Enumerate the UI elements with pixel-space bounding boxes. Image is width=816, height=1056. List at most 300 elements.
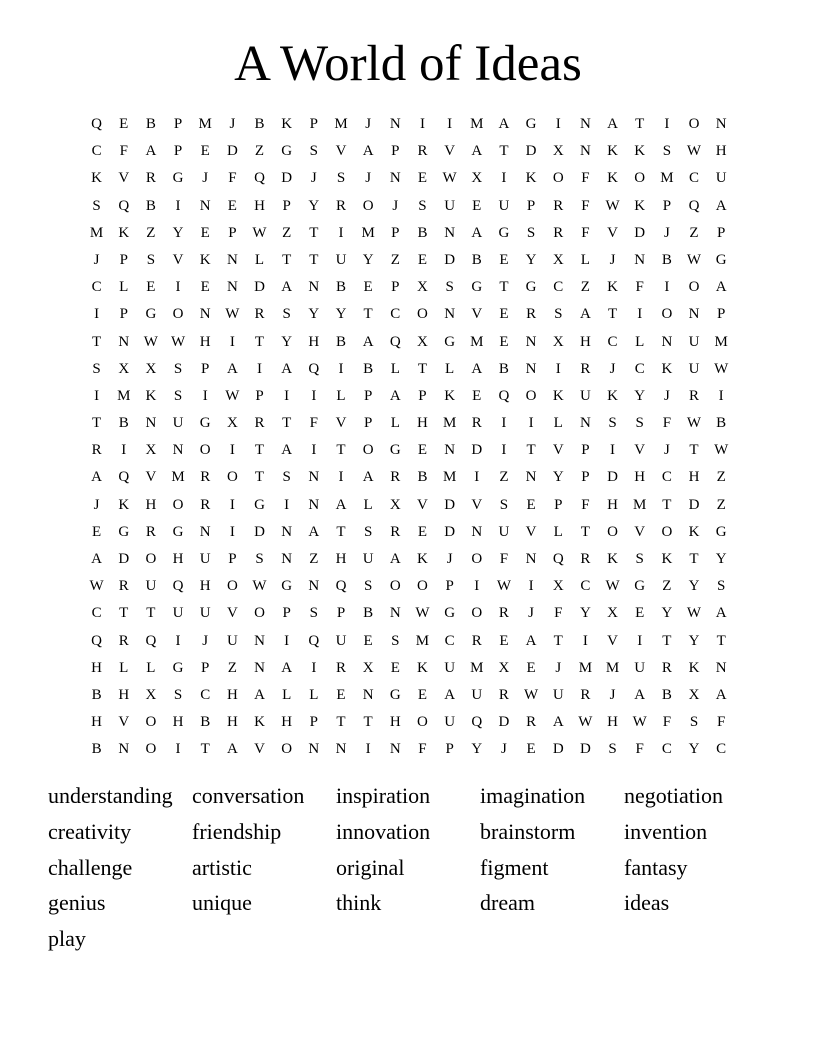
grid-letter: T <box>689 442 699 459</box>
grid-row <box>83 193 735 220</box>
grid-letter: H <box>308 333 320 350</box>
word-list-item: imagination <box>480 783 586 808</box>
grid-letter: Y <box>362 251 374 268</box>
grid-letter: Y <box>525 251 537 268</box>
grid-letter: T <box>417 360 428 377</box>
grid-letter: U <box>335 632 347 649</box>
grid-letter: R <box>498 605 509 622</box>
grid-letter: N <box>634 251 646 268</box>
grid-letter: D <box>552 741 564 758</box>
grid-letter: M <box>442 415 457 432</box>
grid-letter: R <box>390 523 401 540</box>
grid-letter: A <box>715 605 727 622</box>
grid-letter: X <box>552 578 564 595</box>
grid-letter: M <box>470 116 484 132</box>
grid-letter: W <box>225 306 240 323</box>
grid-row <box>83 165 735 192</box>
grid-letter: I <box>474 578 480 595</box>
grid-letter: X <box>118 360 130 377</box>
grid-letter: J <box>663 224 670 241</box>
grid-letter: N <box>281 523 293 540</box>
grid-letter: D <box>444 523 456 540</box>
grid-letter: B <box>118 415 129 432</box>
grid-letter: O <box>226 578 238 595</box>
grid-letter: R <box>145 170 156 187</box>
grid-letter: O <box>145 714 157 731</box>
grid-letter: D <box>525 143 537 160</box>
grid-letter: B <box>716 415 727 432</box>
grid-letter: A <box>715 279 727 296</box>
grid-letter: I <box>501 442 507 459</box>
word-list-item: artistic <box>192 854 252 880</box>
grid-letter: J <box>202 632 209 649</box>
grid-letter: N <box>172 442 184 459</box>
grid-letter: F <box>635 741 644 758</box>
grid-letter: C <box>390 306 401 323</box>
grid-letter: X <box>417 279 428 296</box>
grid-letter: P <box>228 551 237 567</box>
grid-letter: K <box>254 714 265 731</box>
grid-letter: F <box>309 415 318 432</box>
grid-letter: G <box>281 578 293 595</box>
grid-letter: R <box>526 306 537 323</box>
grid-letter: V <box>226 605 238 622</box>
grid-letter: M <box>415 632 430 649</box>
grid-letter: R <box>254 306 265 323</box>
grid-letter: T <box>336 442 346 459</box>
grid-letter: U <box>444 197 456 214</box>
grid-letter: F <box>119 143 128 160</box>
grid-letter: R <box>200 469 211 486</box>
grid-letter: I <box>94 306 100 323</box>
grid-letter: V <box>254 741 265 758</box>
grid-letter: O <box>661 306 673 323</box>
grid-letter: R <box>335 659 346 676</box>
grid-letter: I <box>610 442 616 459</box>
grid-row <box>83 274 735 301</box>
grid-letter: N <box>118 333 130 350</box>
grid-letter: S <box>173 387 183 404</box>
grid-row <box>83 736 735 763</box>
grid-letter: L <box>553 523 563 540</box>
grid-letter: F <box>418 741 427 758</box>
grid-letter: L <box>553 415 563 432</box>
grid-letter: M <box>470 333 484 350</box>
grid-letter: W <box>252 224 267 241</box>
grid-letter: K <box>145 387 157 404</box>
grid-letter: I <box>229 523 235 540</box>
grid-letter: T <box>662 632 672 649</box>
grid-letter: X <box>552 251 564 268</box>
grid-row <box>83 492 735 519</box>
grid-letter: J <box>392 197 399 214</box>
grid-letter: J <box>609 360 616 377</box>
grid-letter: J <box>446 551 453 567</box>
grid-letter: L <box>309 686 319 703</box>
grid-letter: P <box>717 224 726 241</box>
grid-letter: O <box>417 306 428 323</box>
grid-letter: O <box>389 578 401 595</box>
grid-letter: S <box>418 197 427 214</box>
grid-letter: L <box>254 251 265 268</box>
grid-letter: M <box>361 224 375 241</box>
grid-letter: K <box>91 170 102 187</box>
grid-letter: A <box>226 741 238 758</box>
grid-letter: Q <box>91 116 102 132</box>
grid-letter: Q <box>471 714 483 731</box>
grid-letter: H <box>607 714 618 731</box>
grid-letter: A <box>607 116 618 132</box>
grid-letter: B <box>417 224 428 241</box>
grid-letter: Q <box>688 197 700 214</box>
grid-letter: O <box>688 116 700 132</box>
grid-letter: A <box>471 360 483 377</box>
grid-letter: P <box>173 116 183 132</box>
grid-letter: B <box>254 116 265 132</box>
grid-letter: A <box>715 686 727 703</box>
grid-letter: N <box>389 170 401 187</box>
grid-letter: O <box>199 442 211 459</box>
grid-letter: S <box>282 469 291 486</box>
grid-letter: P <box>201 360 210 377</box>
grid-letter: H <box>226 686 238 703</box>
grid-letter: W <box>89 578 104 595</box>
grid-letter: B <box>335 333 346 350</box>
grid-letter: N <box>688 306 700 323</box>
grid-letter: B <box>145 197 156 214</box>
grid-letter: U <box>444 714 456 731</box>
grid-letter: J <box>202 170 209 187</box>
grid-letter: T <box>499 143 509 160</box>
grid-letter: I <box>447 116 453 132</box>
grid-letter: S <box>363 523 373 540</box>
grid-letter: U <box>498 197 510 214</box>
grid-letter: F <box>662 714 672 731</box>
grid-letter: B <box>417 469 428 486</box>
grid-letter: R <box>498 686 509 703</box>
word-list-item: conversation <box>192 783 305 808</box>
word-search-grid <box>83 111 735 764</box>
grid-letter: T <box>91 415 102 432</box>
grid-letter: C <box>91 605 102 622</box>
grid-letter: V <box>335 143 347 160</box>
grid-letter: N <box>308 469 320 486</box>
grid-letter: R <box>580 686 591 703</box>
grid-letter: F <box>581 496 590 513</box>
grid-letter: G <box>172 170 184 187</box>
grid-letter: K <box>417 551 428 567</box>
grid-row <box>83 573 735 600</box>
grid-letter: E <box>200 279 210 296</box>
grid-letter: G <box>715 523 727 540</box>
grid-letter: E <box>499 251 509 268</box>
word-list-item: creativity <box>48 818 132 844</box>
grid-letter: P <box>581 442 590 459</box>
grid-letter: A <box>226 360 238 377</box>
grid-letter: N <box>308 279 320 296</box>
grid-letter: V <box>471 306 483 323</box>
grid-letter: K <box>688 659 700 676</box>
grid-letter: H <box>199 578 211 595</box>
grid-letter: U <box>444 659 456 676</box>
grid-letter: O <box>417 714 428 731</box>
grid-letter: U <box>688 360 700 377</box>
grid-letter: D <box>471 442 483 459</box>
grid-letter: A <box>579 306 591 323</box>
grid-letter: S <box>662 143 672 160</box>
grid-letter: G <box>715 251 727 268</box>
grid-letter: V <box>417 496 428 513</box>
grid-letter: I <box>284 632 290 649</box>
grid-letter: N <box>579 143 591 160</box>
grid-letter: Y <box>172 224 184 241</box>
grid-letter: B <box>471 251 482 268</box>
grid-letter: A <box>389 551 401 567</box>
grid-letter: V <box>634 442 646 459</box>
grid-letter: I <box>501 170 507 187</box>
grid-letter: L <box>119 279 129 296</box>
grid-letter: G <box>172 523 184 540</box>
grid-letter: B <box>363 360 374 377</box>
grid-letter: T <box>363 306 373 323</box>
grid-letter: G <box>525 116 537 132</box>
grid-letter: C <box>661 469 672 486</box>
grid-row <box>83 655 735 682</box>
grid-letter: C <box>634 360 645 377</box>
grid-letter: I <box>311 442 317 459</box>
grid-letter: I <box>175 632 181 649</box>
grid-letter: I <box>175 197 181 214</box>
grid-letter: O <box>145 741 157 758</box>
grid-letter: X <box>498 659 510 676</box>
grid-letter: U <box>498 523 510 540</box>
grid-letter: T <box>336 523 346 540</box>
grid-letter: O <box>634 170 646 187</box>
grid-letter: U <box>634 659 646 676</box>
grid-letter: U <box>688 333 700 350</box>
grid-letter: E <box>417 251 428 268</box>
grid-letter: G <box>471 279 483 296</box>
grid-letter: O <box>471 605 483 622</box>
grid-letter: U <box>335 251 347 268</box>
grid-letter: Y <box>688 741 700 758</box>
grid-letter: P <box>255 387 264 404</box>
grid-letter: S <box>717 578 726 595</box>
grid-letter: Q <box>308 632 320 649</box>
grid-letter: O <box>172 306 184 323</box>
grid-letter: T <box>526 442 536 459</box>
grid-letter: N <box>525 551 537 567</box>
grid-letter: X <box>471 170 483 187</box>
grid-letter: O <box>607 523 618 540</box>
grid-letter: D <box>607 469 618 486</box>
grid-letter: I <box>365 741 371 758</box>
grid-letter: N <box>308 741 320 758</box>
grid-letter: K <box>607 170 618 187</box>
grid-letter: A <box>362 333 374 350</box>
grid-letter: U <box>145 578 157 595</box>
grid-letter: E <box>499 632 509 649</box>
grid-letter: E <box>91 523 102 540</box>
grid-letter: M <box>714 333 728 350</box>
grid-letter: A <box>281 442 293 459</box>
grid-letter: F <box>228 170 237 187</box>
grid-letter: T <box>200 741 210 758</box>
grid-letter: K <box>417 659 428 676</box>
grid-letter: V <box>634 523 646 540</box>
grid-letter: H <box>579 333 591 350</box>
grid-letter: G <box>172 659 184 676</box>
grid-letter: A <box>715 197 727 214</box>
grid-letter: R <box>390 469 401 486</box>
grid-letter: E <box>499 306 509 323</box>
grid-letter: K <box>661 360 673 377</box>
grid-letter: H <box>417 415 428 432</box>
grid-letter: N <box>389 116 401 132</box>
grid-letter: I <box>311 659 317 676</box>
grid-letter: W <box>686 251 702 268</box>
grid-row <box>83 111 735 138</box>
grid-letter: N <box>145 415 157 432</box>
grid-letter: K <box>118 224 130 241</box>
grid-letter: S <box>173 686 183 703</box>
grid-letter: B <box>335 279 346 296</box>
grid-letter: N <box>308 578 320 595</box>
grid-letter: T <box>607 306 618 323</box>
grid-letter: E <box>363 632 373 649</box>
grid-letter: P <box>309 714 318 731</box>
grid-letter: Y <box>579 605 591 622</box>
grid-letter: S <box>309 143 318 160</box>
grid-letter: C <box>553 279 564 296</box>
grid-letter: I <box>338 360 344 377</box>
grid-letter: I <box>94 387 100 404</box>
grid-letter: V <box>145 469 157 486</box>
grid-letter: Y <box>688 632 700 649</box>
grid-letter: A <box>471 224 483 241</box>
grid-letter: V <box>607 632 618 649</box>
grid-letter: T <box>635 116 645 132</box>
grid-letter: N <box>444 442 456 459</box>
word-list-item: understanding <box>48 783 173 808</box>
grid-letter: A <box>335 496 347 513</box>
grid-letter: N <box>118 741 130 758</box>
grid-letter: V <box>118 714 130 731</box>
grid-letter: O <box>362 197 374 214</box>
grid-letter: X <box>145 442 157 459</box>
grid-letter: L <box>336 387 346 404</box>
grid-letter: O <box>145 551 157 567</box>
grid-letter: Y <box>715 551 727 567</box>
grid-letter: T <box>689 551 699 567</box>
grid-letter: X <box>552 333 564 350</box>
grid-letter: W <box>143 333 158 350</box>
word-list-item: negotiation <box>624 783 723 808</box>
grid-letter: L <box>635 333 645 350</box>
grid-letter: M <box>117 387 131 404</box>
grid-letter: K <box>634 197 646 214</box>
grid-letter: T <box>499 279 509 296</box>
grid-letter: V <box>525 523 537 540</box>
grid-letter: W <box>686 605 702 622</box>
grid-letter: B <box>200 714 211 731</box>
grid-letter: K <box>661 551 673 567</box>
grid-row <box>83 410 735 437</box>
grid-letter: O <box>254 605 265 622</box>
grid-letter: W <box>578 714 593 731</box>
grid-letter: G <box>118 523 130 540</box>
grid-letter: G <box>281 143 293 160</box>
grid-letter: T <box>146 605 156 622</box>
grid-letter: I <box>338 224 344 241</box>
grid-letter: N <box>199 523 211 540</box>
grid-letter: Q <box>335 578 347 595</box>
grid-letter: F <box>499 551 509 567</box>
grid-letter: M <box>198 116 212 132</box>
grid-letter: A <box>308 523 320 540</box>
grid-letter: X <box>417 333 428 350</box>
grid-letter: I <box>311 387 317 404</box>
grid-letter: T <box>282 415 292 432</box>
grid-letter: L <box>146 659 156 676</box>
grid-letter: R <box>580 551 591 567</box>
grid-letter: S <box>363 578 373 595</box>
grid-letter: W <box>225 387 240 404</box>
grid-letter: I <box>121 442 127 459</box>
grid-letter: E <box>526 496 536 513</box>
grid-letter: Q <box>389 333 401 350</box>
grid-letter: L <box>580 251 590 268</box>
grid-letter: N <box>471 523 483 540</box>
grid-letter: N <box>389 605 401 622</box>
grid-letter: E <box>526 741 536 758</box>
grid-letter: N <box>254 632 265 649</box>
grid-letter: C <box>444 632 455 649</box>
grid-letter: T <box>282 251 292 268</box>
grid-letter: R <box>526 714 537 731</box>
grid-letter: E <box>227 197 237 214</box>
grid-letter: I <box>229 333 235 350</box>
grid-letter: E <box>417 170 428 187</box>
grid-letter: E <box>363 279 373 296</box>
grid-letter: P <box>363 415 373 432</box>
grid-letter: H <box>607 496 618 513</box>
grid-letter: A <box>91 551 102 567</box>
grid-letter: Q <box>308 360 320 377</box>
grid-letter: X <box>688 686 700 703</box>
grid-letter: K <box>525 170 537 187</box>
grid-letter: J <box>555 659 562 676</box>
word-list-item: original <box>336 854 405 880</box>
grid-row <box>83 600 735 627</box>
grid-letter: G <box>634 578 646 595</box>
grid-letter: U <box>471 686 483 703</box>
grid-letter: V <box>552 442 564 459</box>
grid-letter: Y <box>471 741 483 758</box>
grid-letter: D <box>118 551 130 567</box>
grid-letter: Y <box>688 578 700 595</box>
grid-letter: N <box>389 741 401 758</box>
grid-letter: H <box>335 551 347 567</box>
grid-letter: J <box>93 251 100 268</box>
grid-letter: E <box>146 279 156 296</box>
grid-letter: Z <box>689 224 699 241</box>
grid-letter: B <box>91 741 102 758</box>
grid-letter: A <box>444 686 456 703</box>
grid-letter: N <box>254 659 265 676</box>
grid-letter: N <box>226 279 238 296</box>
grid-letter: R <box>91 442 102 459</box>
